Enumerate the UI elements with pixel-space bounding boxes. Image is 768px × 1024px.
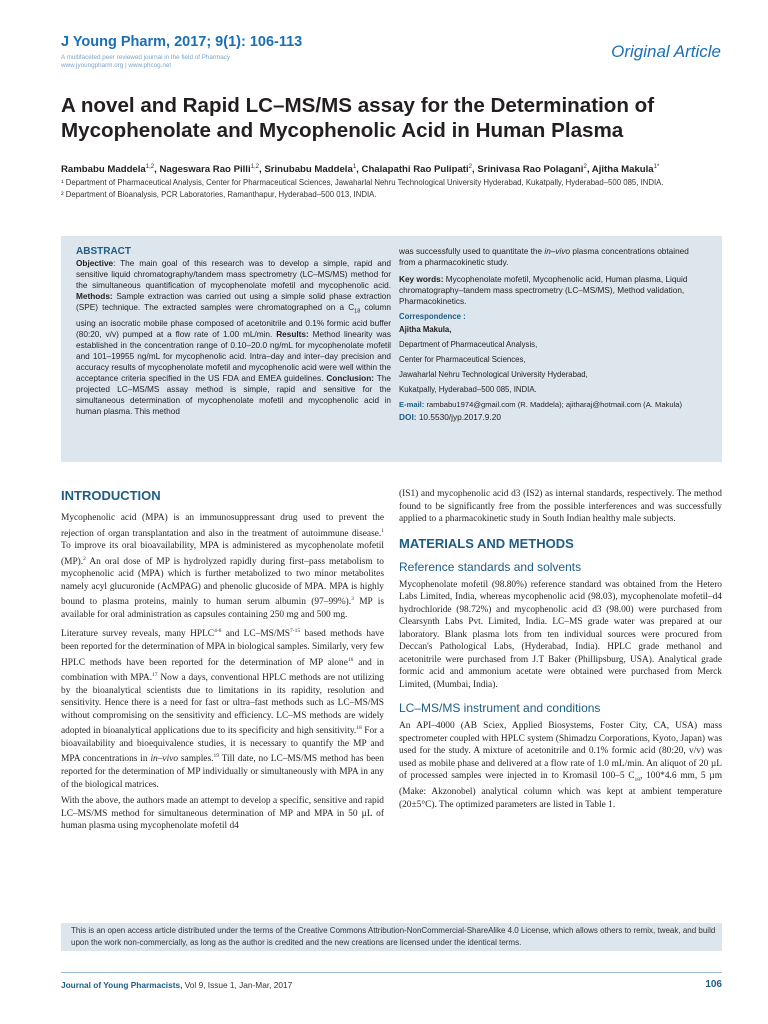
abstract-box bbox=[61, 236, 722, 462]
doi-label: DOI: bbox=[399, 412, 417, 422]
correspondence-line: Jawaharlal Nehru Technological University Hyderabad, bbox=[399, 370, 588, 379]
author-name: Ajitha Makula bbox=[591, 164, 654, 176]
doi-value[interactable]: 10.5530/jyp.2017.9.20 bbox=[416, 412, 501, 422]
correspondence-email bbox=[399, 397, 705, 412]
license-box bbox=[61, 923, 722, 951]
methods-label: Methods: bbox=[76, 292, 113, 301]
abstract-continuation bbox=[399, 246, 705, 268]
author-affil-mark: 2 bbox=[468, 164, 473, 170]
author-affil-mark: 1,2 bbox=[250, 164, 259, 170]
author-affil-mark: 1* bbox=[653, 164, 660, 170]
intro-paragraph-2: Literature survey reveals, many HPLC$^{4-6}$ and LC–MS/MS$^{7-15}$ based methods have been reported for the determination of MPA in biological samples. Similarly, very few HPLC methods have been reported for the determination of MP alone$^{16}$ and in combination with MPA.$^{17}$ Now a days, conventional HPLC methods are not utilizing by the bioanalytical scientists due to limitations in its rapidity, resolution and sensitivity. Hence there is a need for fast or ultra–fast methods such as LC–MS/MS without compromising on the sensitivity and efficiency. LC–MS methods are widely adopted in bioanalytical applications due to its specificity and high sensitivity.$^{18}$ For a bioavailability and bioequivalence studies, it is necessary to quantify the MP and MPA concentrations in in–vivo samples.$^{19}$ Till date, no LC–MS/MS method has been reported for the determination of MP individually or simultaneously with MPA in any of the biological matrices. bbox=[61, 628, 385, 790]
results-text: Method linearity was established in the concentration range of 0.10–20.0 ng/mL for mycophenolate mofetil and 101–19955 ng/mL for mycophenolic acid. Intra–day and inter–day precision and accuracy results of mycophenolate mofetil and mycophenolic acid were well within the acceptance criteria specified in the US FDA and EMEA guidelines. bbox=[76, 329, 391, 383]
instrument-paragraph: An API–4000 (AB Sciex, Applied Biosystems, Foster City, CA, USA) mass spectrometer coupled with HPLC system (Shimadzu Corporations, Kyoto, Japan) was used for the study. A mixture of acetonitrile and 0.1% formic acid (80:20, v/v) was used as mobile phase and delivered at a flow rate of 1.0 mL/min. An aliquot of 20 µL of processed samples were injected in to Kromasil 100–5 $C_{18}$, 100*4.6 mm, 5 µm (Make: Akzonobel) analytical column which was kept at ambient temperature (20±5°C). The optimized parameters are listed in Table 1. bbox=[399, 721, 722, 810]
methods-text: Sample extraction was carried out using a simple solid phase extraction (SPE) technique. The extracted samples were chromatographed on a C bbox=[76, 292, 391, 312]
right-column bbox=[399, 488, 722, 815]
author-name: Rambabu Maddela bbox=[61, 164, 146, 176]
license-text: This is an open access article distributed under the terms of the Creative Commons Attribution-NonCommercial-ShareAlike 4.0 License, which allows others to remix, tweak, and build upon the work non-commercially, as long as the author is credited and the new creations are licensed under the identical terms. bbox=[71, 926, 716, 947]
page-number: 106 bbox=[705, 979, 722, 990]
affiliations bbox=[61, 178, 731, 201]
author-list: Rambabu Maddela$^{1,2}$, Nageswara Rao Pilli$^{1,2}$, Srinubabu Maddela$^1$, Chalapathi Rao Pulipati$^2$, Srinivasa Rao Polagani$^2$, Ajitha Makula$^{1*}$ bbox=[61, 164, 660, 176]
conclusion-text: The projected LC–MS/MS assay method is simple, rapid and sensitive for the simultaneous determination of mycophenolate mofetil and mycophenolic acid in human plasma. This method bbox=[76, 373, 391, 416]
intro-paragraph-1: Mycophenolic acid (MPA) is an immunosuppressant drug used to prevent the rejection of organ transplantation and also in the treatment of autoimmune disease.$^1$ To improve its oral bioavailability, MPA is administered as mycophenolate mofetil (MP).$^2$ An oral dose of MP is hydrolyzed rapidly during first–pass metabolism to mycophenolic acid (MPA) which is further metabolized to two minor metabolites namely acyl glucuronide (AcMPAG) and phenolic glucoside of MPA. MPA is highly bound to plasma proteins, mainly to human serum albumin (97–99%).$^3$ MP is available for oral administration as capsules containing 250 mg and 500 mg. bbox=[61, 513, 384, 620]
objective-label: Objective bbox=[76, 259, 114, 268]
email-label: E-mail: bbox=[399, 400, 425, 409]
abstract-left-column bbox=[76, 246, 391, 417]
correspondence-line: Department of Pharmaceutical Analysis, bbox=[399, 340, 538, 349]
footer-citation bbox=[61, 980, 292, 990]
keywords bbox=[399, 274, 705, 307]
author-affil-mark: 2 bbox=[583, 164, 587, 170]
footer-issue: Vol 9, Issue 1, Jan-Mar, 2017 bbox=[182, 980, 293, 990]
correspondence-name: Ajitha Makula, bbox=[399, 325, 452, 334]
footer-journal-name: Journal of Young Pharmacists, bbox=[61, 980, 183, 990]
correspondence-heading: Correspondence : bbox=[399, 312, 466, 321]
author-affil-mark: 1 bbox=[352, 164, 357, 170]
intro-paragraph-continuation: (IS1) and mycophenolic acid d3 (IS2) as internal standards, respectively. The method found to be significantly free from the possible interferences and was successfully applied to a pharmacokinetic study in South Indian healthy male subjects. bbox=[399, 489, 722, 524]
author-name: Chalapathi Rao Pulipati bbox=[361, 164, 469, 176]
author-name: Nageswara Rao Pilli bbox=[159, 164, 251, 176]
continuation-text-cont: plasma concentrations obtained from a pharmacokinetic study. bbox=[399, 247, 689, 267]
journal-tagline bbox=[61, 54, 230, 70]
subheading-instrument: LC–MS/MS instrument and conditions bbox=[399, 701, 601, 715]
subheading-reference-standards: Reference standards and solvents bbox=[399, 559, 582, 574]
introduction-heading: INTRODUCTION bbox=[61, 488, 161, 503]
methods-text-cont: column using an isocratic mobile phase composed of acetonitrile and 0.1% formic acid buffer (80:20, v/v) pumped at a flow rate of 1.00 mL/min. bbox=[76, 303, 391, 339]
results-label: Results: bbox=[276, 329, 309, 339]
methods-heading: MATERIALS AND METHODS bbox=[399, 535, 574, 551]
affiliation-2: ² Department of Bioanalysis, PCR Laboratories, Ramanthapur, Hyderabad–500 013, INDIA. bbox=[61, 189, 377, 199]
conclusion-label: Conclusion: bbox=[326, 373, 374, 383]
methods-subscript: 18 bbox=[354, 308, 361, 315]
continuation-italic: in–vivo bbox=[544, 247, 571, 256]
continuation-text: was successfully used to quantitate the bbox=[399, 247, 545, 256]
correspondence-line: Center for Pharmaceutical Sciences, bbox=[399, 355, 526, 364]
intro-paragraph-3: With the above, the authors made an attempt to develop a specific, sensitive and rapid LC–MS/MS method for simultaneous determination of MP and MPA in 50 µL of human plasma using mycophenolate mofetil d4 bbox=[61, 796, 384, 831]
email-addresses[interactable]: rambabu1974@gmail.com (R. Maddela); ajitharaj@hotmail.com (A. Makula) bbox=[424, 400, 683, 409]
journal-website[interactable]: www.jyoungpharm.org | www.phcog.net bbox=[61, 62, 172, 69]
objective-text: : The main goal of this research was to develop a simple, rapid and sensitive liquid chromatography/tandem mass spectrometry (LC–MS/MS) method for the simultaneous quantification of mycophenolate mofetil and mycophenolic acid. bbox=[76, 259, 391, 290]
doi bbox=[399, 412, 705, 423]
journal-subtitle: A multifaceted peer reviewed journal in the field of Pharmacy bbox=[61, 54, 231, 61]
affiliation-1: ¹ Department of Pharmaceutical Analysis, Center for Pharmaceutical Sciences, Jawaharlal Nehru Technological University Hyderabad, Kukatpally, Hyderabad–500 085, INDIA. bbox=[61, 178, 664, 187]
journal-citation: J Young Pharm, 2017; 9(1): 106-113 bbox=[61, 34, 303, 50]
author-affil-mark: 1,2 bbox=[145, 164, 155, 170]
article-type: Original Article bbox=[611, 42, 721, 61]
left-column bbox=[61, 488, 384, 837]
keywords-label: Key words: bbox=[399, 275, 444, 284]
abstract-heading: ABSTRACT bbox=[76, 246, 131, 257]
article-title: A novel and Rapid LC–MS/MS assay for the Determination of Mycophenolate and Mycophenolic Acid in Human Plasma bbox=[61, 94, 655, 142]
author-name: Srinubabu Maddela bbox=[264, 164, 353, 176]
abstract-text bbox=[76, 258, 391, 417]
reference-standards-paragraph: Mycophenolate mofetil (98.80%) reference standard was obtained from the Hetero Labs Limited, India, whereas mycophenolic acid (98.03), mycophenolate mofetil–d4 hydrochloride (98.72%) and mycophenolic acid d3 (98.00) were purchased from Clearsynth Labs Pvt. Limited, India. LC–MS grade water was prepared at our laboratory. Blank plasma lots from ten individual sources were procured from Deccan's Pathological Labs, (Hyderabad, India). HPLC grade methanol and acetonitrile were purchased from J.T Baker (Phillipsburg, USA). Analytical grade formic acid and ammonium acetate were obtained were purchased from Merck Limited, (Mumbai, India). bbox=[399, 579, 722, 690]
correspondence-line: Kukatpally, Hyderabad–500 085, INDIA. bbox=[399, 385, 537, 394]
journal-header bbox=[61, 34, 721, 80]
author-name: Srinivasa Rao Polagani bbox=[477, 164, 584, 176]
abstract-right-column bbox=[399, 246, 705, 423]
keywords-text: Mycophenolate mofetil, Mycophenolic acid, Human plasma, Liquid chromatography–tandem mass spectrometry (LC–MS/MS), Method validation, Pharmacokinetics. bbox=[399, 275, 688, 306]
footer-divider bbox=[61, 972, 722, 973]
